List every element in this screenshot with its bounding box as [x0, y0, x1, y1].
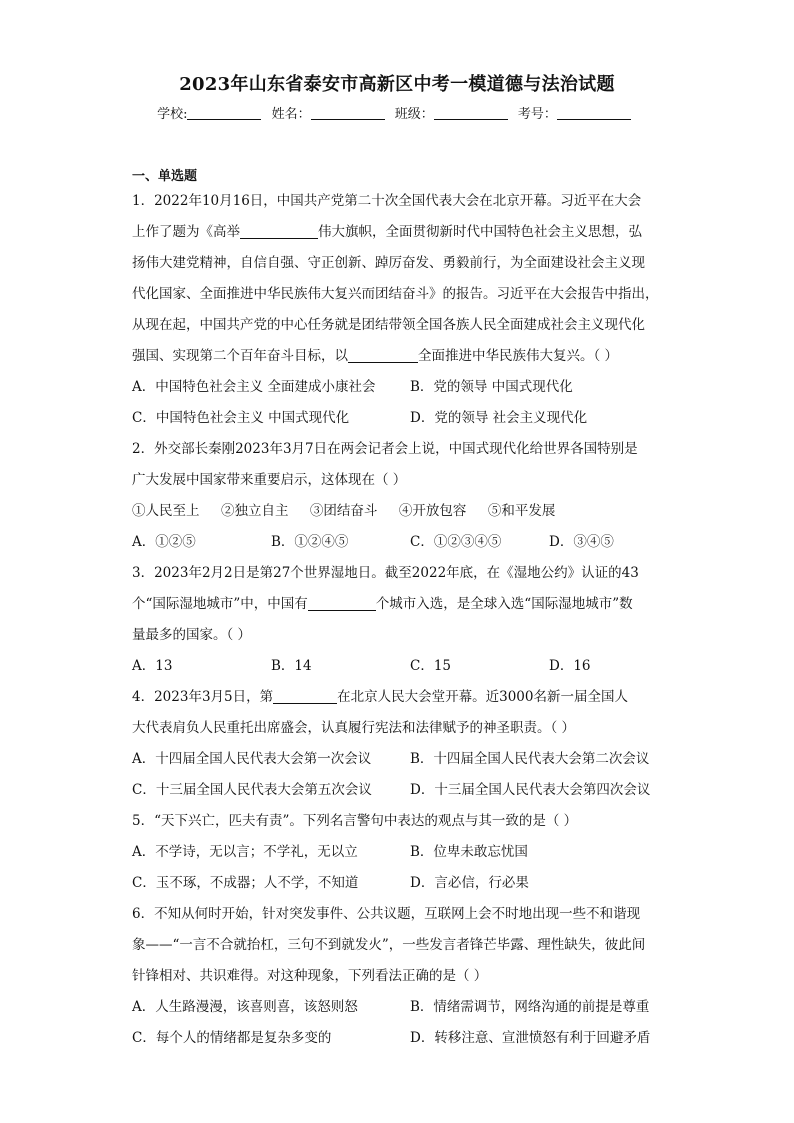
q3-line-3: 量最多的国家。（ ） — [132, 627, 252, 643]
q1-line-6 — [132, 341, 662, 372]
q4-line-1 — [132, 682, 662, 713]
q4-blank — [273, 689, 337, 704]
q4-option-c[interactable]: C．十三届全国人民代表大会第五次会议 — [132, 782, 372, 798]
q3-blank — [308, 596, 376, 611]
q4-line-2: 大代表肩负人民重托出席盛会，认真履行宪法和法律赋予的神圣职责。（ ） — [132, 720, 576, 736]
q1-options-ab — [132, 372, 662, 403]
q5-option-a[interactable]: A．不学诗，无以言；不学礼，无以立 — [132, 844, 358, 860]
q1-blank-1 — [240, 224, 318, 239]
q3-text: 个城市入选，是全球入选“国际湿地城市”数 — [375, 596, 633, 612]
name-blank[interactable] — [311, 107, 385, 120]
q1-line-5: 从现在起，中国共产党的中心任务就是团结带领全国各族人民全面建成社会主义现代化 — [132, 317, 645, 333]
q6-options-ab — [132, 992, 662, 1023]
q5-options-ab — [132, 837, 662, 868]
q1-text: 上作了题为《高举 — [132, 224, 240, 240]
q6-options-cd — [132, 1023, 662, 1054]
q1-text: 强国、实现第二个百年奋斗目标，以 — [132, 348, 348, 364]
number-label: 考号： — [517, 107, 557, 122]
q1-line-2 — [132, 217, 662, 248]
class-label: 班级： — [394, 107, 434, 122]
q6-option-a[interactable]: A．人生路漫漫，该喜则喜，该怒则怒 — [132, 999, 358, 1015]
q3-option-c[interactable]: C．15 — [410, 658, 452, 674]
q2-option-d[interactable]: D．③④⑤ — [549, 534, 614, 550]
q2-option-c[interactable]: C．①②③④⑤ — [410, 534, 502, 550]
school-blank[interactable] — [187, 107, 261, 120]
q2-options — [132, 527, 662, 558]
q2-items: ①人民至上 ②独立自主 ③团结奋斗 ④开放包容 ⑤和平发展 — [132, 503, 556, 519]
q4-options-ab — [132, 744, 662, 775]
q1-blank-2 — [348, 348, 418, 363]
q1-option-a[interactable]: A．中国特色社会主义 全面建成小康社会 — [132, 379, 376, 395]
q3-option-d[interactable]: D．16 — [549, 658, 591, 674]
q1-text: 全面推进中华民族伟大复兴。（ ） — [418, 348, 619, 364]
q1-line-4: 代化国家、全面推进中华民族伟大复兴而团结奋斗》的报告。习近平在大会报告中指出， — [132, 286, 659, 302]
q1-text: 伟大旗帜，全面贯彻新时代中国特色社会主义思想，弘 — [318, 224, 642, 240]
q1-option-d[interactable]: D．党的领导 社会主义现代化 — [410, 410, 588, 426]
q5-options-cd — [132, 868, 662, 899]
q5-option-d[interactable]: D．言必信，行必果 — [410, 875, 529, 891]
q3-text: 个“国际湿地城市”中，中国有 — [132, 596, 308, 612]
q3-line-1: 3．2023年2月2日是第27个世界湿地日。截至2022年底，在《湿地公约》认证的43 — [132, 565, 639, 581]
q5-option-c[interactable]: C．玉不琢，不成器；人不学，不知道 — [132, 875, 359, 891]
section-title: 一、单选题 — [132, 169, 198, 184]
q5-option-b[interactable]: B．位卑未敢忘忧国 — [410, 844, 528, 860]
questions — [132, 186, 662, 1054]
exam-title: 2023年山东省泰安市高新区中考一模道德与法治试题 — [179, 74, 615, 95]
q6-option-b[interactable]: B．情绪需调节，网络沟通的前提是尊重 — [410, 999, 650, 1015]
q4-text: 4．2023年3月5日，第 — [132, 689, 274, 705]
student-info-line — [0, 103, 794, 122]
q3-option-b[interactable]: B．14 — [271, 658, 312, 674]
name-label: 姓名： — [271, 107, 311, 122]
q1-option-b[interactable]: B．党的领导 中国式现代化 — [410, 379, 573, 395]
q4-options-cd — [132, 775, 662, 806]
q5-line-1: 5．“天下兴亡，匹夫有责”。下列名言警句中表达的观点与其一致的是（ ） — [132, 813, 578, 829]
q2-line-1: 2．外交部长秦刚2023年3月7日在两会记者会上说，中国式现代化给世界各国特别是 — [132, 441, 638, 457]
number-blank[interactable] — [557, 107, 631, 120]
q1-line-3: 扬伟大建党精神，自信自强、守正创新、踔厉奋发、勇毅前行，为全面建设社会主义现 — [132, 255, 645, 271]
q6-option-d[interactable]: D．转移注意、宣泄愤怒有利于回避矛盾 — [410, 1030, 651, 1046]
q3-options — [132, 651, 662, 682]
q4-option-b[interactable]: B．十四届全国人民代表大会第二次会议 — [410, 751, 650, 767]
q2-option-b[interactable]: B．①②④⑤ — [271, 534, 349, 550]
class-blank[interactable] — [434, 107, 508, 120]
q6-line-3: 针锋相对、共识难得。对这种现象，下列看法正确的是（ ） — [132, 968, 488, 984]
q6-line-2: 象——“一言不合就抬杠，三句不到就发火”，一些发言者锋芒毕露、理性缺失，彼此间 — [132, 937, 646, 953]
q1-option-c[interactable]: C．中国特色社会主义 中国式现代化 — [132, 410, 350, 426]
school-label: 学校: — [157, 107, 188, 122]
q2-option-a[interactable]: A．①②⑤ — [132, 534, 196, 550]
q4-option-d[interactable]: D．十三届全国人民代表大会第四次会议 — [410, 782, 651, 798]
q6-line-1: 6．不知从何时开始，针对突发事件、公共议题，互联网上会不时地出现一些不和谐现 — [132, 906, 641, 922]
q2-line-2: 广大发展中国家带来重要启示，这体现在（ ） — [132, 472, 407, 488]
q1-line-1: 1．2022年10月16日，中国共产党第二十次全国代表大会在北京开幕。习近平在大会 — [132, 193, 642, 209]
q4-option-a[interactable]: A．十四届全国人民代表大会第一次会议 — [132, 751, 372, 767]
q1-options-cd — [132, 403, 662, 434]
q3-line-2 — [132, 589, 662, 620]
q4-text: 在北京人民大会堂开幕。近3000名新一届全国人 — [337, 689, 628, 705]
q6-option-c[interactable]: C．每个人的情绪都是复杂多变的 — [132, 1030, 332, 1046]
q3-option-a[interactable]: A．13 — [132, 658, 173, 674]
